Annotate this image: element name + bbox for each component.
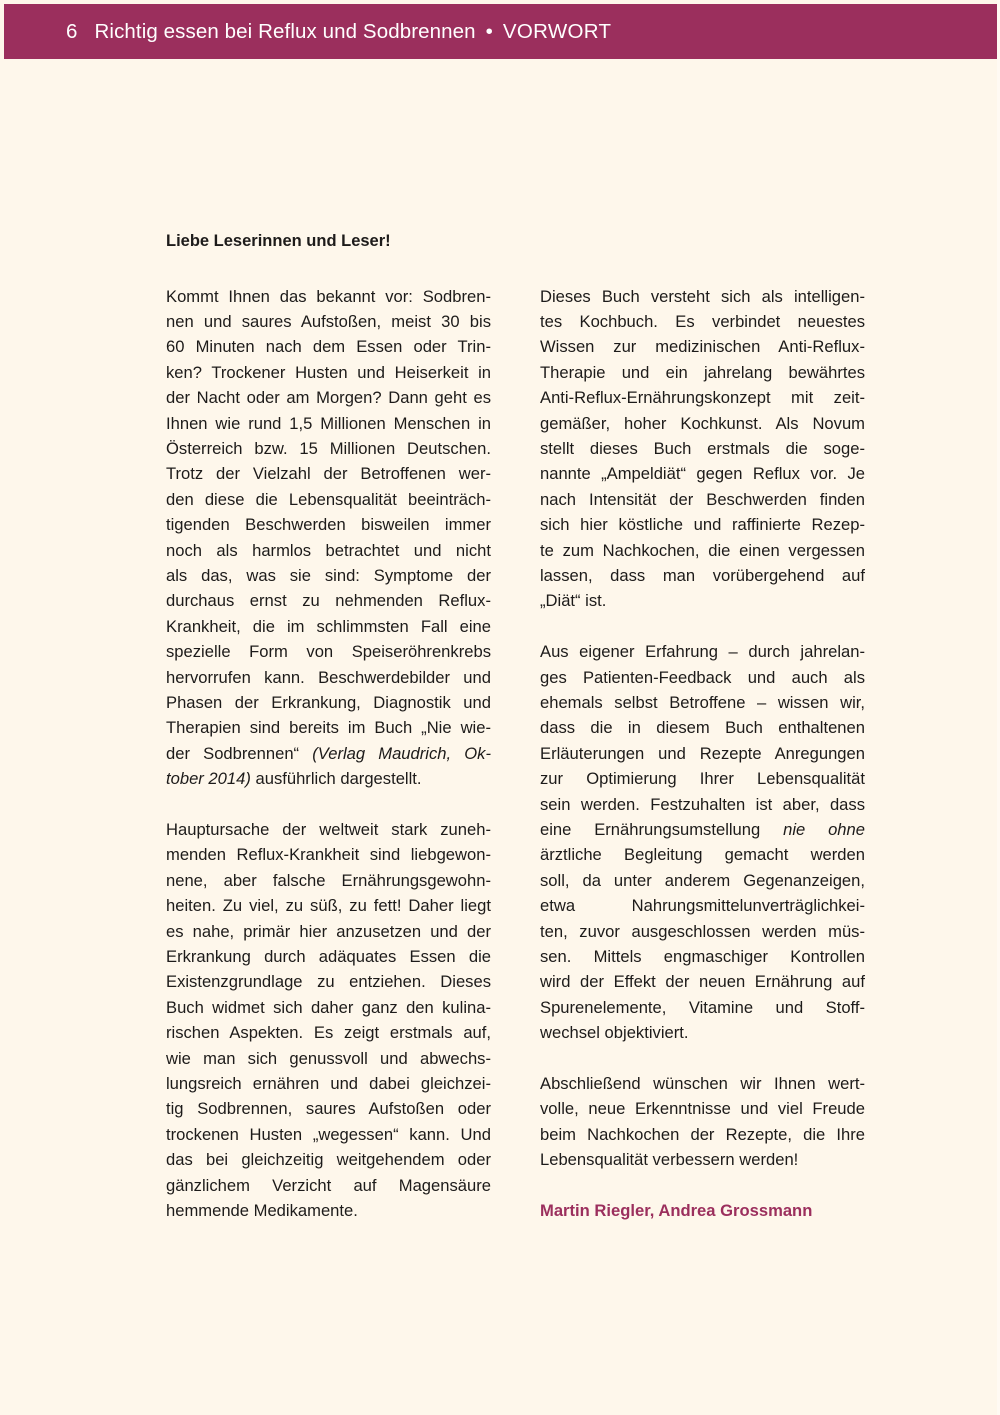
text-line: ärztliche Begleitung gemacht werden [540,845,865,865]
text-line: durchaus ernst zu nehmenden Reflux- [166,591,491,611]
text-line: Spurenelemente, Vitamine und Stoff- [540,997,865,1017]
text-line: das bei gleichzeitig weitgehendem oder [166,1150,491,1170]
text-line: heiten. Zu viel, zu süß, zu fett! Daher liegt [166,896,491,916]
text-line: tigenden Beschwerden bisweilen immer [166,515,491,535]
running-header [4,4,997,59]
text-line: trockenen Husten „wegessen“ kann. Und [166,1124,491,1144]
text-line: rischen Aspekten. Es zeigt erstmals auf, [166,1023,491,1043]
text-line: soll, da unter anderem Gegenanzeigen, [540,870,865,890]
text-line [166,766,491,791]
greeting-heading: Liebe Leserinnen und Leser! [166,232,391,250]
text-line: es nahe, primär hier anzusetzen und der [166,921,491,941]
text-line: sen. Mittels engmaschiger Kontrollen [540,947,865,967]
left-column [166,284,491,1249]
text-line [166,741,491,766]
text-line: Lebensqualität verbessern werden! [540,1150,799,1170]
text-line: Wissen zur medizinischen Anti-Reflux- [540,337,865,357]
text-line: sein werden. Festzuhalten ist aber, dass [540,794,865,814]
line-text: ausführlich dargestellt. [250,769,422,789]
text-line: den diese die Lebensqualität beeinträch- [166,489,491,509]
header-separator: • [485,19,493,43]
text-line: Therapie und ein jahrelang bewährtes [540,362,865,382]
text-line: hervorrufen kann. Beschwerdebilder und [166,667,491,687]
text-line [540,817,865,842]
text-line: Hauptursache der weltweit stark zuneh- [166,820,491,840]
text-line: Dieses Buch versteht sich als intelligen- [540,286,865,306]
publisher-citation: (Verlag Maudrich, Ok- [312,743,491,763]
text-line: etwa Nahrungsmittelunverträglichkei- [540,896,865,916]
paragraph-causes [166,817,491,1224]
text-line: lassen, dass man vorübergehend auf [540,565,865,585]
line-text: eine Ernährungsumstellung [540,820,784,840]
text-line: Existenzgrundlage zu entziehen. Dieses [166,972,491,992]
text-line: Therapien sind bereits im Buch „Nie wie- [166,718,491,738]
text-line: wechsel objektiviert. [540,1023,689,1043]
text-line: als das, was sie sind: Symptome der [166,565,491,585]
text-line: wird der Effekt der neuen Ernährung auf [540,972,865,992]
text-line: ges Patienten-Feedback und auch als [540,667,865,687]
text-line: lungsreich ernähren und dabei gleichzei- [166,1074,491,1094]
text-line: beim Nachkochen der Rezepte, die Ihre [540,1124,865,1144]
text-line: nen und saures Aufstoßen, meist 30 bis [166,311,491,331]
text-line: Anti-Reflux-Ernährungskonzept mit zeit- [540,388,865,408]
paragraph-closing [540,1071,865,1173]
text-line: spezielle Form von Speiseröhrenkrebs [166,642,491,662]
text-line: sich hier köstliche und raffinierte Rezep- [540,515,865,535]
text-line: der Nacht oder am Morgen? Dann geht es [166,388,491,408]
text-line: nannte „Ampeldiät“ gegen Reflux vor. Je [540,464,865,484]
text-line: ten, zuvor ausgeschlossen werden müs- [540,921,865,941]
text-line: noch als harmlos betrachtet und nicht [166,540,491,560]
emphasis-text: nie ohne [783,820,865,840]
text-line: ehemals selbst Betroffene – wissen wir, [540,692,865,712]
text-line: Krankheit, die im schlimmsten Fall eine [166,616,491,636]
text-line: 60 Minuten nach dem Essen oder Trin- [166,337,491,357]
text-line: gänzlichem Verzicht auf Magensäure [166,1175,491,1195]
text-line: Aus eigener Erfahrung – durch jahrelan- [540,642,865,662]
text-line: ken? Trockener Husten und Heiserkeit in [166,362,491,382]
line-text: der Sodbrennen“ [166,743,313,763]
text-line: hemmende Medikamente. [166,1201,358,1221]
page-number: 6 [66,19,78,43]
publisher-citation-date: tober 2014) [166,769,251,789]
text-line: Erläuterungen und Rezepte Anregungen [540,743,865,763]
text-line: gemäßer, hoher Kochkunst. Als Novum [540,413,865,433]
paragraph-experience [540,639,865,1046]
text-line: Erkrankung durch adäquates Essen die [166,947,491,967]
section-title: VORWORT [502,19,612,43]
text-line: Österreich bzw. 15 Millionen Deutschen. [166,438,491,458]
right-column [540,284,865,1249]
text-line: wie man sich genussvoll und abwechs- [166,1048,491,1068]
text-line: Phasen der Erkrankung, Diagnostik und [166,693,491,712]
book-title: Richtig essen bei Reflux und Sodbrennen [94,19,476,43]
text-line: Ihnen wie rund 1,5 Millionen Menschen in [166,413,491,433]
text-line: nene, aber falsche Ernährungsgewohn- [166,870,491,890]
text-line: menden Reflux-Krankheit sind liebgewon- [166,845,491,865]
text-line: Abschließend wünschen wir Ihnen wert- [540,1074,865,1094]
author-signature: Martin Riegler, Andrea Grossmann [540,1201,813,1221]
text-line: stellt dieses Buch erstmals die soge- [540,438,865,458]
paragraph-intro [166,284,491,792]
paragraph-book-concept [540,284,865,614]
text-line: tes Kochbuch. Es verbindet neuestes [540,311,865,331]
text-line: Kommt Ihnen das bekannt vor: Sodbren- [166,286,491,306]
text-line: „Diät“ ist. [540,591,607,611]
text-line: volle, neue Erkenntnisse und viel Freude [540,1099,865,1119]
text-line: te zum Nachkochen, die einen vergessen [540,540,865,560]
text-line: Trotz der Vielzahl der Betroffenen wer- [166,464,491,484]
text-line: zur Optimierung Ihrer Lebensqualität [540,769,865,789]
text-line: Buch widmet sich daher ganz den kulina- [166,997,491,1017]
text-line: dass die in diesem Buch enthaltenen [540,718,865,738]
text-line: nach Intensität der Beschwerden finden [540,489,865,509]
text-line: tig Sodbrennen, saures Aufstoßen oder [166,1099,491,1119]
